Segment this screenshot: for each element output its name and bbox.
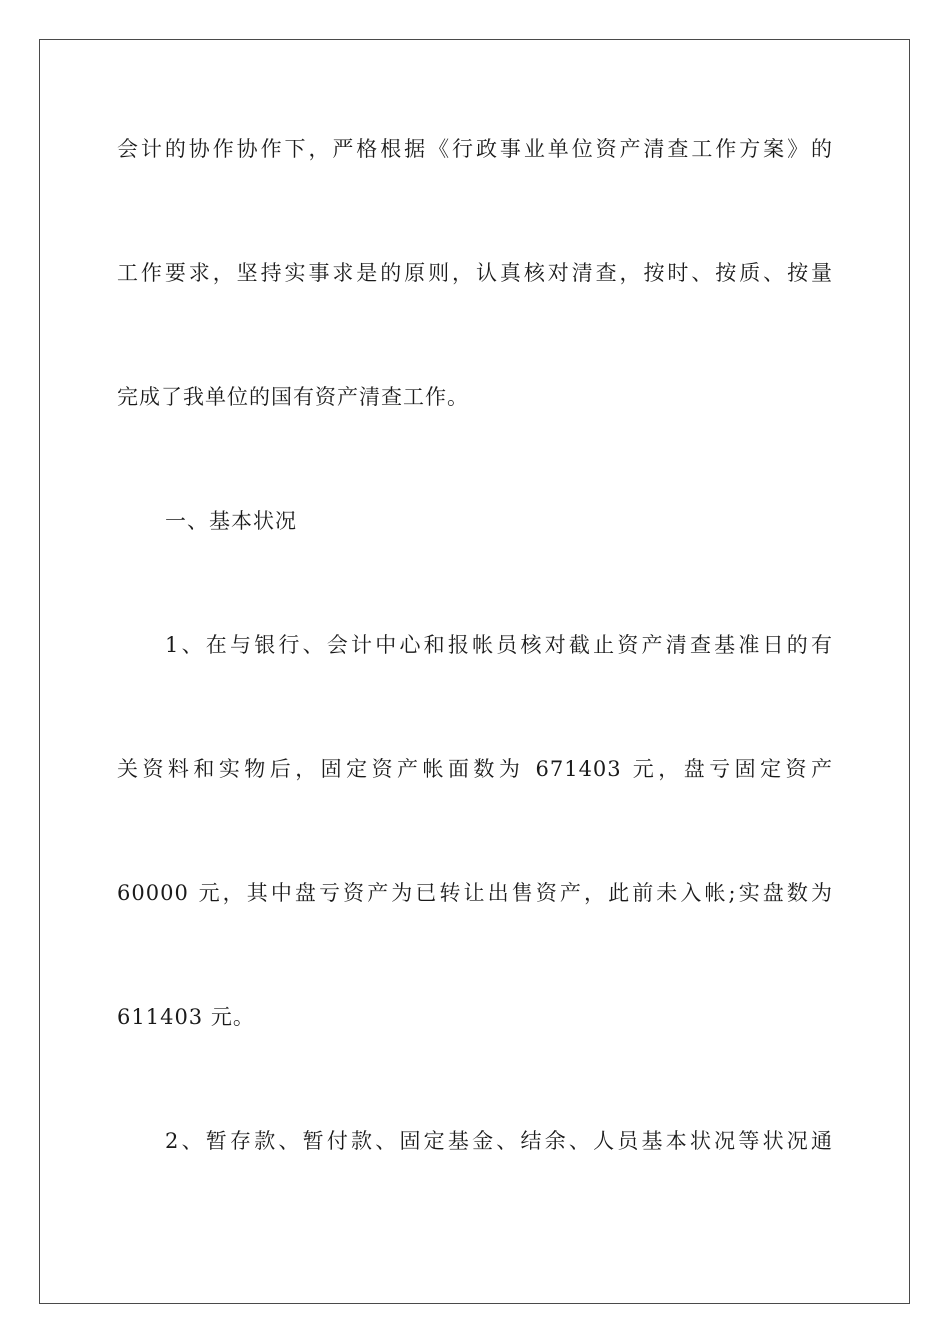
page-border (39, 39, 910, 1304)
item-1-line-1: 1、在与银行、会计中心和报帐员核对截止资产清查基准日的有 (165, 633, 833, 657)
item-1-line-2: 关资料和实物后，固定资产帐面数为 671403 元，盘亏固定资产 (117, 757, 833, 781)
paragraph-line-3: 完成了我单位的国有资产清查工作。 (117, 385, 469, 409)
item-1-line-4: 611403 元。 (117, 1005, 255, 1029)
paragraph-line-1: 会计的协作协作下，严格根据《行政事业单位资产清查工作方案》的 (117, 137, 833, 161)
section-heading-basic-status: 一、基本状况 (165, 509, 297, 533)
paragraph-line-2: 工作要求，坚持实事求是的原则，认真核对清查，按时、按质、按量 (117, 261, 833, 285)
item-2-line-1: 2、暂存款、暂付款、固定基金、结余、人员基本状况等状况通 (165, 1129, 833, 1153)
item-1-line-3: 60000 元，其中盘亏资产为已转让出售资产，此前未入帐;实盘数为 (117, 881, 833, 905)
